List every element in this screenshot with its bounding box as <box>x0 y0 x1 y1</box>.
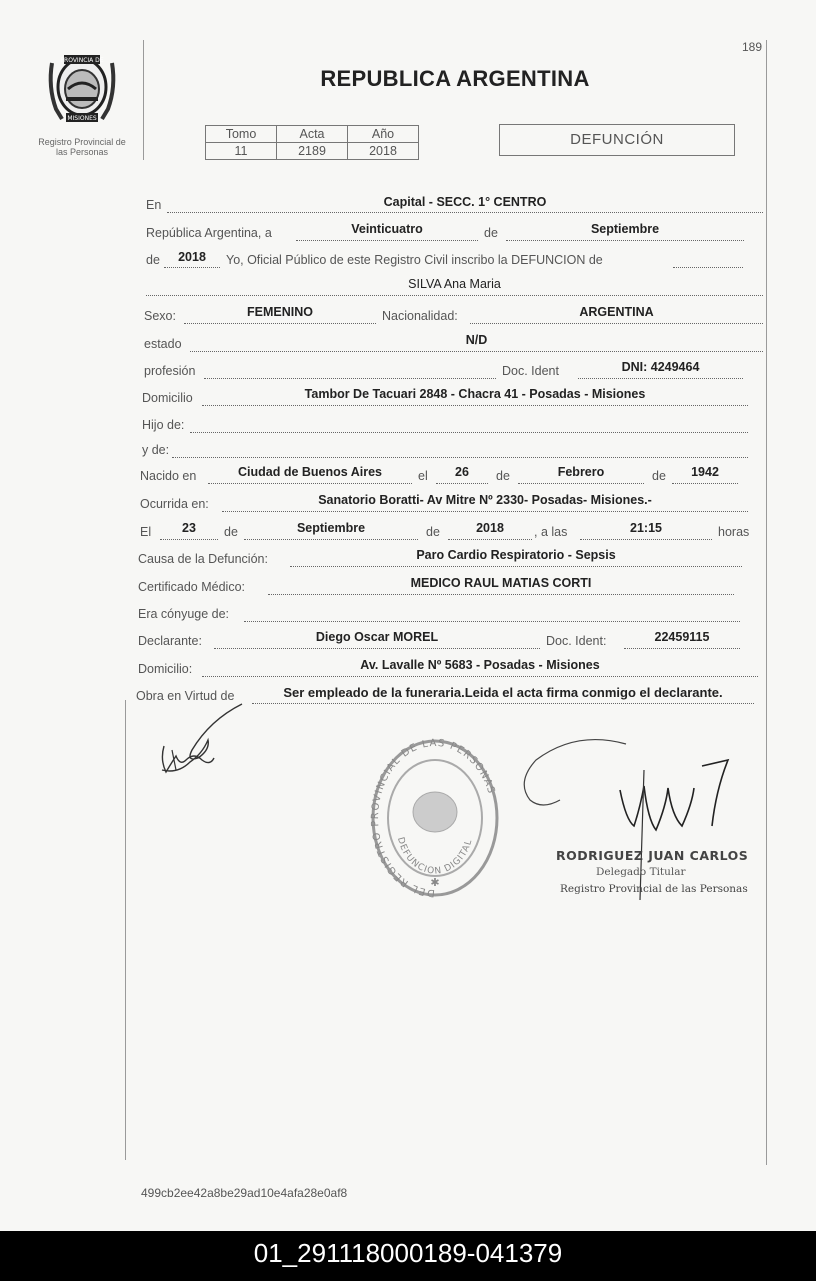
dots-def-dia <box>160 539 218 540</box>
label-de-2: de <box>146 253 160 267</box>
value-domicilio: Tambor De Tacuari 2848 - Chacra 41 - Posadas - Misiones <box>304 387 646 401</box>
label-de-4: de <box>652 469 666 483</box>
dots-nombre <box>146 295 763 296</box>
label-el-cap: El <box>140 525 152 539</box>
registry-caption-line-2: las Personas <box>55 147 109 157</box>
label-estado: estado <box>144 337 182 351</box>
label-el: el <box>418 469 428 483</box>
label-profesion: profesión <box>144 364 196 378</box>
page-number: 189 <box>742 40 763 54</box>
value-decl-doc: 22459115 <box>654 630 710 644</box>
svg-text:✱: ✱ <box>430 876 440 889</box>
dots-certificado <box>268 594 734 595</box>
left-margin-line-lower <box>125 700 126 1160</box>
value-def-hora: 21:15 <box>630 521 662 535</box>
value-def-dia: 23 <box>182 521 196 535</box>
value-ocurrida-en: Sanatorio Boratti- Av Mitre Nº 2330- Posadas- Misiones.- <box>318 493 652 507</box>
label-declarante: Declarante: <box>138 634 202 648</box>
dots-estado <box>190 351 763 352</box>
record-type-box: DEFUNCIÓN <box>499 124 735 156</box>
right-margin-line <box>766 40 767 1165</box>
dots-decl-domicilio <box>202 676 758 677</box>
dots-mes <box>506 240 744 241</box>
label-ocurrida-en: Ocurrida en: <box>140 497 209 511</box>
dots-profesion <box>204 378 496 379</box>
value-nombre: SILVA Ana Maria <box>408 277 501 291</box>
registry-caption <box>22 137 142 157</box>
label-a-las: , a las <box>534 525 568 539</box>
value-nac-dia: 26 <box>455 465 469 479</box>
value-anio: 2018 <box>348 143 419 160</box>
dots-nacionalidad <box>470 323 763 324</box>
dots-anio <box>164 267 220 268</box>
dots-def-hora <box>580 539 712 540</box>
document-hash: 499cb2ee42a8be29ad10e4afa28e0af8 <box>141 1186 348 1200</box>
dots-dni <box>578 378 743 379</box>
value-nac-mes: Febrero <box>557 465 605 479</box>
header-anio: Año <box>348 126 419 143</box>
label-obra: Obra en Virtud de <box>136 689 235 703</box>
label-conyuge: Era cónyuge de: <box>138 607 230 621</box>
value-sexo: FEMENINO <box>247 305 313 319</box>
registry-caption-line-1: Registro Provincial de <box>38 137 126 147</box>
value-lugar: Capital - SECC. 1° CENTRO <box>383 195 547 209</box>
value-def-anio: 2018 <box>476 521 504 535</box>
label-doc-ident-decl: Doc. Ident: <box>546 634 607 648</box>
dots-hijo-de <box>190 432 748 433</box>
dots-nac-dia <box>436 483 488 484</box>
value-certificado: MEDICO RAUL MATIAS CORTI <box>410 576 592 590</box>
label-en: En <box>146 198 162 212</box>
value-decl-domicilio: Av. Lavalle Nº 5683 - Posadas - Misiones <box>360 658 600 672</box>
value-def-mes: Septiembre <box>296 521 366 535</box>
value-causa: Paro Cardio Respiratorio - Sepsis <box>416 548 616 562</box>
seal-top-text: PROVINCIA DE <box>60 57 104 64</box>
value-mes: Septiembre <box>590 222 660 236</box>
left-margin-line <box>143 40 144 160</box>
value-tomo: 11 <box>206 143 277 160</box>
dots-obra <box>252 703 754 704</box>
value-declarante: Diego Oscar MOREL <box>315 630 439 644</box>
dots-lugar <box>167 212 763 213</box>
label-de-1: de <box>484 226 498 240</box>
value-estado: N/D <box>465 333 488 347</box>
value-dni: DNI: 4249464 <box>621 360 700 374</box>
dots-defuncion <box>673 267 743 268</box>
value-acta: 2189 <box>277 143 348 160</box>
dots-dia <box>296 240 478 241</box>
label-y-de: y de: <box>142 443 170 457</box>
value-nacido-en: Ciudad de Buenos Aires <box>237 465 382 479</box>
stamp-center-text: DEFUNCION DIGITAL <box>394 836 475 877</box>
label-domicilio-decl: Domicilio: <box>138 662 193 676</box>
value-dia-texto: Veinticuatro <box>351 222 423 236</box>
officer-office: Registro Provincial de las Personas <box>560 883 748 895</box>
label-republica: República Argentina, a <box>146 226 272 240</box>
dots-nacido-en <box>208 483 412 484</box>
dots-ocurrida-en <box>222 511 748 512</box>
footer-code: 01_291118000189-041379 <box>0 1231 816 1281</box>
dots-nac-anio <box>672 483 738 484</box>
label-sexo: Sexo: <box>144 309 176 323</box>
dots-y-de <box>172 457 748 458</box>
dots-causa <box>290 566 742 567</box>
record-table-value-row <box>206 143 419 160</box>
record-table-header-row <box>206 126 419 143</box>
dots-nac-mes <box>518 483 644 484</box>
province-seal-icon <box>44 47 120 129</box>
officer-name: RODRIGUEZ JUAN CARLOS <box>556 848 749 863</box>
header-acta: Acta <box>277 126 348 143</box>
label-yo: Yo, Oficial Público de este Registro Civil inscribo la DEFUNCION de <box>226 253 603 267</box>
value-anio: 2018 <box>178 250 206 264</box>
seal-bottom-text: MISIONES <box>67 115 97 122</box>
label-de-6: de <box>426 525 440 539</box>
registry-stamp <box>368 738 502 902</box>
label-horas: horas <box>718 525 750 539</box>
value-nac-anio: 1942 <box>691 465 719 479</box>
label-nacido-en: Nacido en <box>140 469 197 483</box>
label-nacionalidad: Nacionalidad: <box>382 309 458 323</box>
page-title: REPUBLICA ARGENTINA <box>320 66 590 91</box>
label-doc-ident: Doc. Ident <box>502 364 559 378</box>
dots-def-mes <box>244 539 418 540</box>
label-de-5: de <box>224 525 238 539</box>
dots-decl-doc <box>624 648 740 649</box>
dots-sexo <box>184 323 376 324</box>
dots-def-anio <box>448 539 532 540</box>
stamp-ring-text: DEL REGISTRO PROVINCIAL DE LAS PERSONAS <box>369 738 497 899</box>
label-hijo-de: Hijo de: <box>142 418 185 432</box>
header-tomo: Tomo <box>206 126 277 143</box>
dots-domicilio <box>202 405 748 406</box>
declarant-signature <box>150 700 260 780</box>
label-certificado: Certificado Médico: <box>138 580 245 594</box>
value-obra: Ser empleado de la funeraria.Leida el acta firma conmigo el declarante. <box>283 685 723 700</box>
label-domicilio: Domicilio <box>142 391 193 405</box>
dots-declarante <box>214 648 540 649</box>
record-table <box>205 125 419 160</box>
label-causa: Causa de la Defunción: <box>138 552 268 566</box>
value-nacionalidad: ARGENTINA <box>579 305 654 319</box>
officer-role: Delegado Titular <box>596 866 686 878</box>
svg-text:DEFUNCION DIGITAL <box>395 836 475 877</box>
dots-conyuge <box>244 621 740 622</box>
label-de-3: de <box>496 469 510 483</box>
